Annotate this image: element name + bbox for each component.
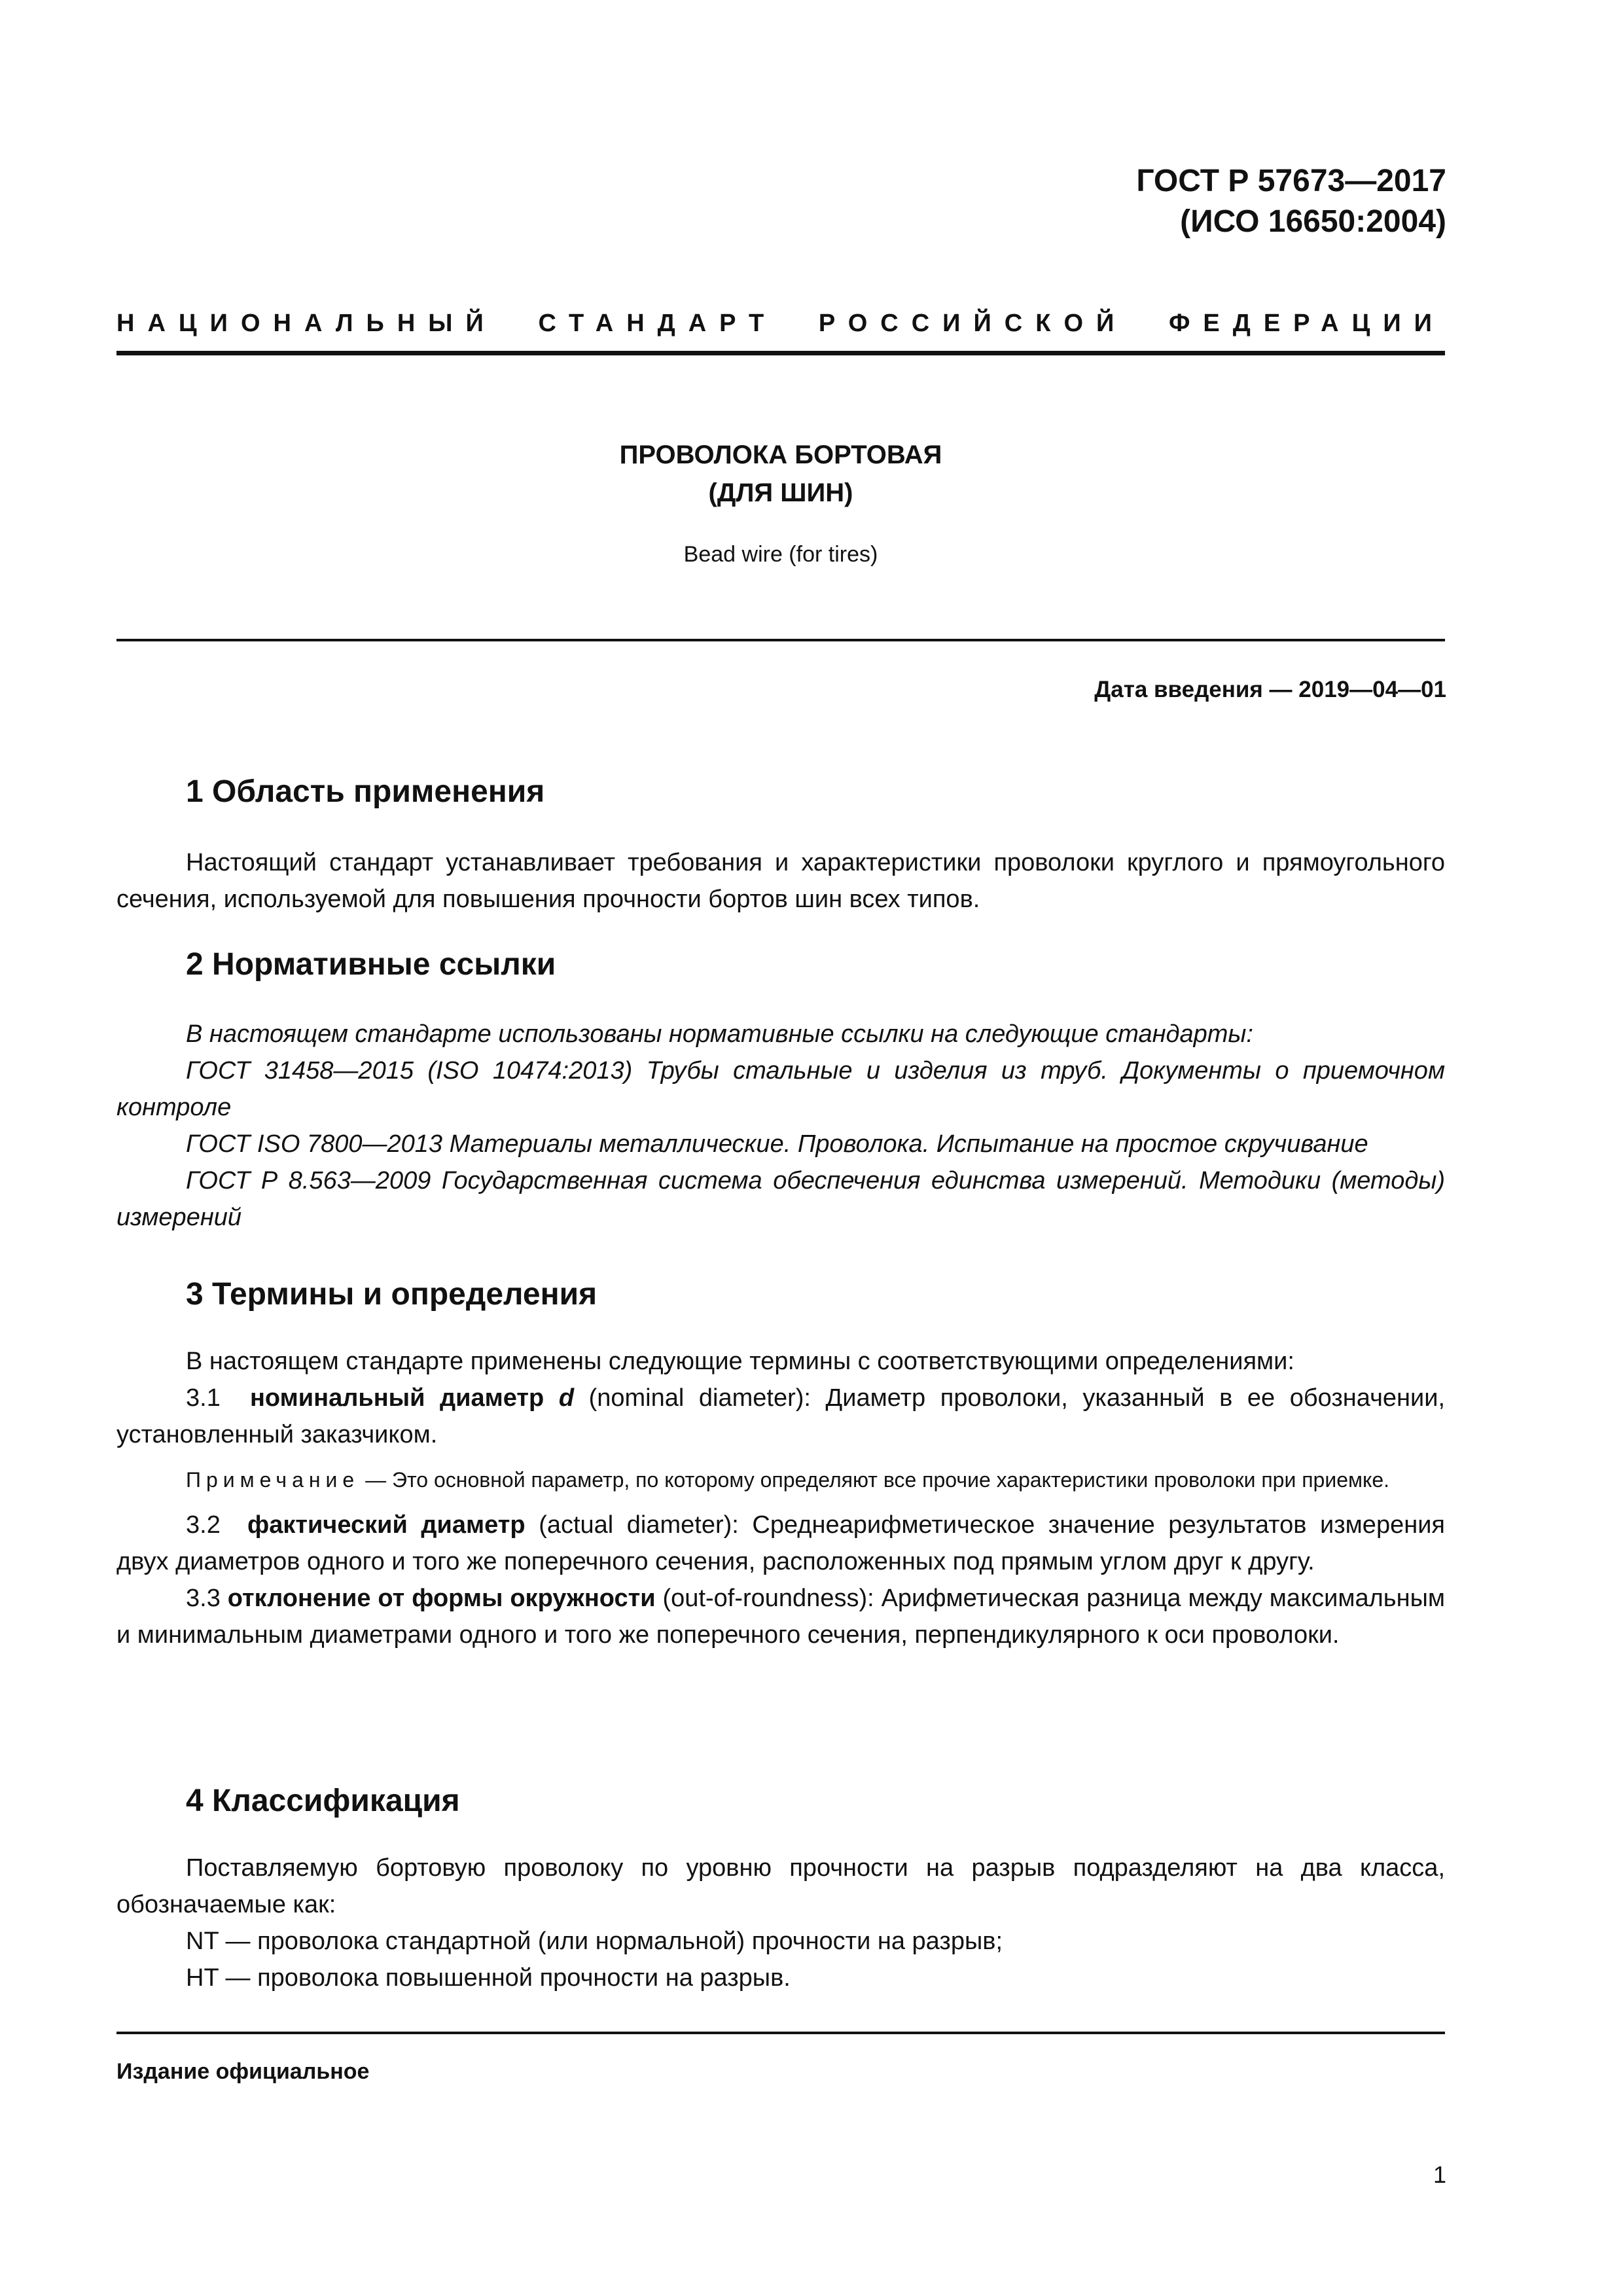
section-4-body <box>116 1850 1445 1996</box>
english-title: Bead wire (for tires) <box>683 542 878 567</box>
divider <box>116 639 1445 641</box>
term-3-1: 3.1 номинальный диаметр d (nominal diameter): Диаметр проволоки, указанный в ее обозначении, установленный заказчиком. <box>116 1384 1446 1448</box>
class-ht: HT — проволока повышенной прочности на разрыв. <box>186 1964 791 1992</box>
ref-item: ГОСТ ISO 7800—2013 Материалы металлические. Проволока. Испытание на простое скручивание <box>186 1130 1368 1158</box>
section-1-text: Настоящий стандарт устанавливает требования и характеристики проволоки круглого и прямоугольного сечения, используемой для повышения прочности бортов шин всех типов. <box>116 849 1445 913</box>
section-2-refs <box>116 1016 1445 1236</box>
term-3-2: 3.2 фактический диаметр (actual diameter): Среднеарифметическое значение результатов измерения двух диаметров одного и того же поперечного сечения, расположенных под прямым углом друг к другу. <box>116 1511 1445 1575</box>
gost-number: ГОСТ Р 57673—2017 <box>1136 164 1446 198</box>
official-edition-label: Издание официальное <box>116 2059 370 2084</box>
section-1-heading: 1 Область применения <box>186 774 545 809</box>
introduction-date: Дата введения — 2019—04—01 <box>1094 677 1446 702</box>
term-3-3: 3.3 отклонение от формы окружности (out-of-roundness): Арифметическая разница между максимальным и минимальным диаметрами одного и того же поперечного сечения, перпендикулярного к оси проволоки. <box>116 1585 1446 1649</box>
class-nt: NT — проволока стандартной (или нормальной) прочности на разрыв; <box>186 1928 1003 1955</box>
iso-number: (ИСО 16650:2004) <box>1180 204 1446 239</box>
title-line-2: (ДЛЯ ШИН) <box>708 478 853 507</box>
gost-designation <box>1136 161 1446 242</box>
section-3-body <box>116 1343 1445 1653</box>
document-title <box>116 436 1445 512</box>
section-2-heading: 2 Нормативные ссылки <box>186 947 556 982</box>
banner-word: НАЦИОНАЛЬНЫЙ <box>116 309 497 337</box>
banner-word: РОССИЙСКОЙ <box>818 309 1128 337</box>
section-3-heading: 3 Термины и определения <box>186 1277 597 1312</box>
banner-word: СТАНДАРТ <box>538 309 777 337</box>
title-line-1: ПРОВОЛОКА БОРТОВАЯ <box>619 440 942 469</box>
page-number: 1 <box>1433 2161 1446 2188</box>
term-note: Примечание — Это основной параметр, по которому определяют все прочие характеристики проволоки при приемке. <box>186 1468 1390 1492</box>
banner-word: ФЕДЕРАЦИИ <box>1168 309 1445 337</box>
section-4-heading: 4 Классификация <box>186 1784 460 1818</box>
ref-item: ГОСТ Р 8.563—2009 Государственная система обеспечения единства измерений. Методики (методы) измерений <box>116 1167 1445 1231</box>
terms-intro: В настоящем стандарте применены следующие термины с соответствующими определениями: <box>186 1348 1294 1375</box>
ref-item: ГОСТ 31458—2015 (ISO 10474:2013) Трубы стальные и изделия из труб. Документы о приемочном контроле <box>116 1057 1445 1121</box>
footer-divider <box>116 2032 1445 2034</box>
national-standard-banner <box>116 302 1445 355</box>
refs-intro: В настоящем стандарте использованы нормативные ссылки на следующие стандарты: <box>186 1020 1253 1048</box>
classes-intro: Поставляемую бортовую проволоку по уровню прочности на разрыв подразделяют на два класса, обозначаемые как: <box>116 1854 1445 1918</box>
